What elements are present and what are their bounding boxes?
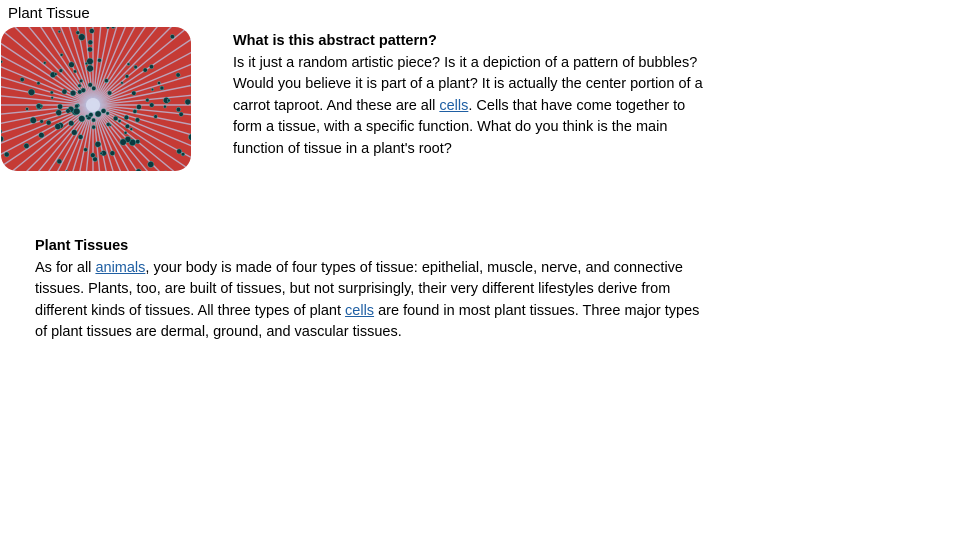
cell-dot <box>106 122 110 126</box>
cell-dot <box>92 125 96 129</box>
cell-dot <box>124 131 127 134</box>
cell-dot <box>104 79 108 83</box>
intro-paragraph <box>233 31 703 161</box>
cell-dot <box>36 104 41 109</box>
cells-link-2[interactable]: cells <box>345 302 375 319</box>
cell-dot <box>30 117 36 123</box>
cell-dot <box>73 108 80 115</box>
plant-tissues-section <box>35 236 707 344</box>
cell-dot <box>28 89 35 96</box>
cell-dot <box>88 83 92 87</box>
cell-dot <box>85 62 88 65</box>
slide-title: Plant Tissue <box>8 5 90 22</box>
cell-dot <box>118 119 121 122</box>
section-heading: Plant Tissues <box>35 238 129 254</box>
cells-link[interactable]: cells <box>439 97 469 114</box>
cell-dot <box>107 91 111 95</box>
cell-dot <box>78 34 85 41</box>
cell-dot <box>95 111 101 117</box>
cell-dot <box>76 31 80 35</box>
cell-dot <box>37 82 40 85</box>
cell-dot <box>154 115 158 119</box>
section-body <box>35 258 707 344</box>
cell-dot <box>55 124 61 130</box>
cell-dot <box>179 112 183 116</box>
cell-dot <box>57 104 62 109</box>
cell-dot <box>185 99 191 105</box>
cell-dot <box>72 130 78 136</box>
cell-dot <box>78 90 82 94</box>
cell-dot <box>100 152 103 155</box>
cell-dot <box>89 113 93 117</box>
cell-dot <box>73 70 76 73</box>
cell-dot <box>133 109 137 113</box>
cell-dot <box>88 40 93 45</box>
cell-dot <box>89 29 94 34</box>
cell-dot <box>60 53 63 56</box>
cell-dot <box>121 82 124 85</box>
intro-text-2: . Cells that have come together to form a tissue, with a specific function. What do you think is the main function of tissue in a plant's root? <box>233 97 686 157</box>
cell-dot <box>54 73 57 76</box>
cell-dot <box>160 86 164 90</box>
cell-dot <box>46 120 51 125</box>
cell-dot <box>43 62 46 65</box>
cell-dot <box>150 103 154 107</box>
cell-dot <box>170 35 174 39</box>
cell-dot <box>78 135 83 140</box>
cell-dot <box>181 153 184 156</box>
cell-dot <box>134 65 137 68</box>
cell-dot <box>20 77 24 81</box>
cell-dot <box>24 143 29 148</box>
cell-dot <box>87 65 94 72</box>
cell-dot <box>78 84 81 87</box>
cell-dot <box>111 27 115 29</box>
cell-dot <box>101 109 106 114</box>
micrograph-image <box>1 27 191 171</box>
cell-dot <box>69 121 74 126</box>
cell-dot <box>79 116 85 122</box>
cell-dot <box>113 116 118 121</box>
cell-dot <box>136 139 140 143</box>
cell-dot <box>90 153 95 158</box>
cell-dot <box>51 97 53 99</box>
cell-dot <box>39 132 44 137</box>
cell-dot <box>120 139 126 145</box>
cell-dot <box>4 152 9 157</box>
cell-dot <box>95 141 101 147</box>
cell-dot <box>65 170 68 171</box>
cell-dot <box>1 61 3 63</box>
cell-dot <box>62 89 67 94</box>
cell-dot <box>164 105 167 108</box>
cell-dot <box>130 128 133 131</box>
cell-dot <box>176 73 180 77</box>
cell-dot <box>69 62 75 68</box>
intro-text-1: Is it just a random artistic piece? Is it a depiction of a pattern of bubbles? Would you believe it is part of a plant? It is actually the center portion of a carrot taproot. And these are all <box>233 54 703 114</box>
micrograph-center <box>86 98 100 112</box>
cell-dot <box>135 118 139 122</box>
cell-dot <box>143 68 147 72</box>
cell-dot <box>50 91 53 94</box>
cell-dot <box>59 69 63 73</box>
cell-dot <box>149 65 153 69</box>
cell-dot <box>57 159 62 164</box>
cell-dot <box>58 30 60 32</box>
cell-dot <box>92 86 96 90</box>
cell-dot <box>106 112 109 115</box>
cell-dot <box>177 149 182 154</box>
cell-dot <box>75 104 79 108</box>
cell-dot <box>79 79 82 82</box>
cell-dot <box>151 88 154 91</box>
cell-dot <box>66 109 71 114</box>
cell-dot <box>124 115 129 120</box>
cell-dot <box>97 58 101 62</box>
cell-dot <box>85 115 88 118</box>
section-text-1: As for all <box>35 259 96 276</box>
cell-dot <box>88 47 93 52</box>
cell-dot <box>148 161 154 167</box>
cell-dot <box>157 82 160 85</box>
cell-dot <box>127 63 130 66</box>
cell-dot <box>56 110 62 116</box>
cell-dot <box>40 120 44 124</box>
section-text-3: are found in most plant tissues. Three major types of plant tissues are dermal, ground, and vascular tissues. <box>35 302 700 341</box>
cell-dot <box>125 124 129 128</box>
intro-body <box>233 53 703 161</box>
cell-dot <box>70 90 76 96</box>
cell-dot <box>92 118 96 122</box>
carrot-taproot-micrograph <box>1 27 191 171</box>
cell-dot <box>167 99 170 102</box>
cell-dot <box>136 105 141 110</box>
cell-dot <box>110 151 115 156</box>
cell-dot <box>26 108 29 111</box>
cell-dot <box>106 27 109 29</box>
cell-dot <box>146 98 149 101</box>
cell-dot <box>132 91 136 95</box>
section-text-2: , your body is made of four types of tissue: epithelial, muscle, nerve, and connective tissues. Plants, too, are built of tissues, but not surprisingly, their very different lifestyles derive from different kinds of tissues. All three types of plant <box>35 259 683 319</box>
cell-dot <box>176 107 180 111</box>
cell-dot <box>125 75 128 78</box>
intro-heading: What is this abstract pattern? <box>233 33 437 49</box>
animals-link[interactable]: animals <box>95 259 146 276</box>
cell-dot <box>84 148 88 152</box>
